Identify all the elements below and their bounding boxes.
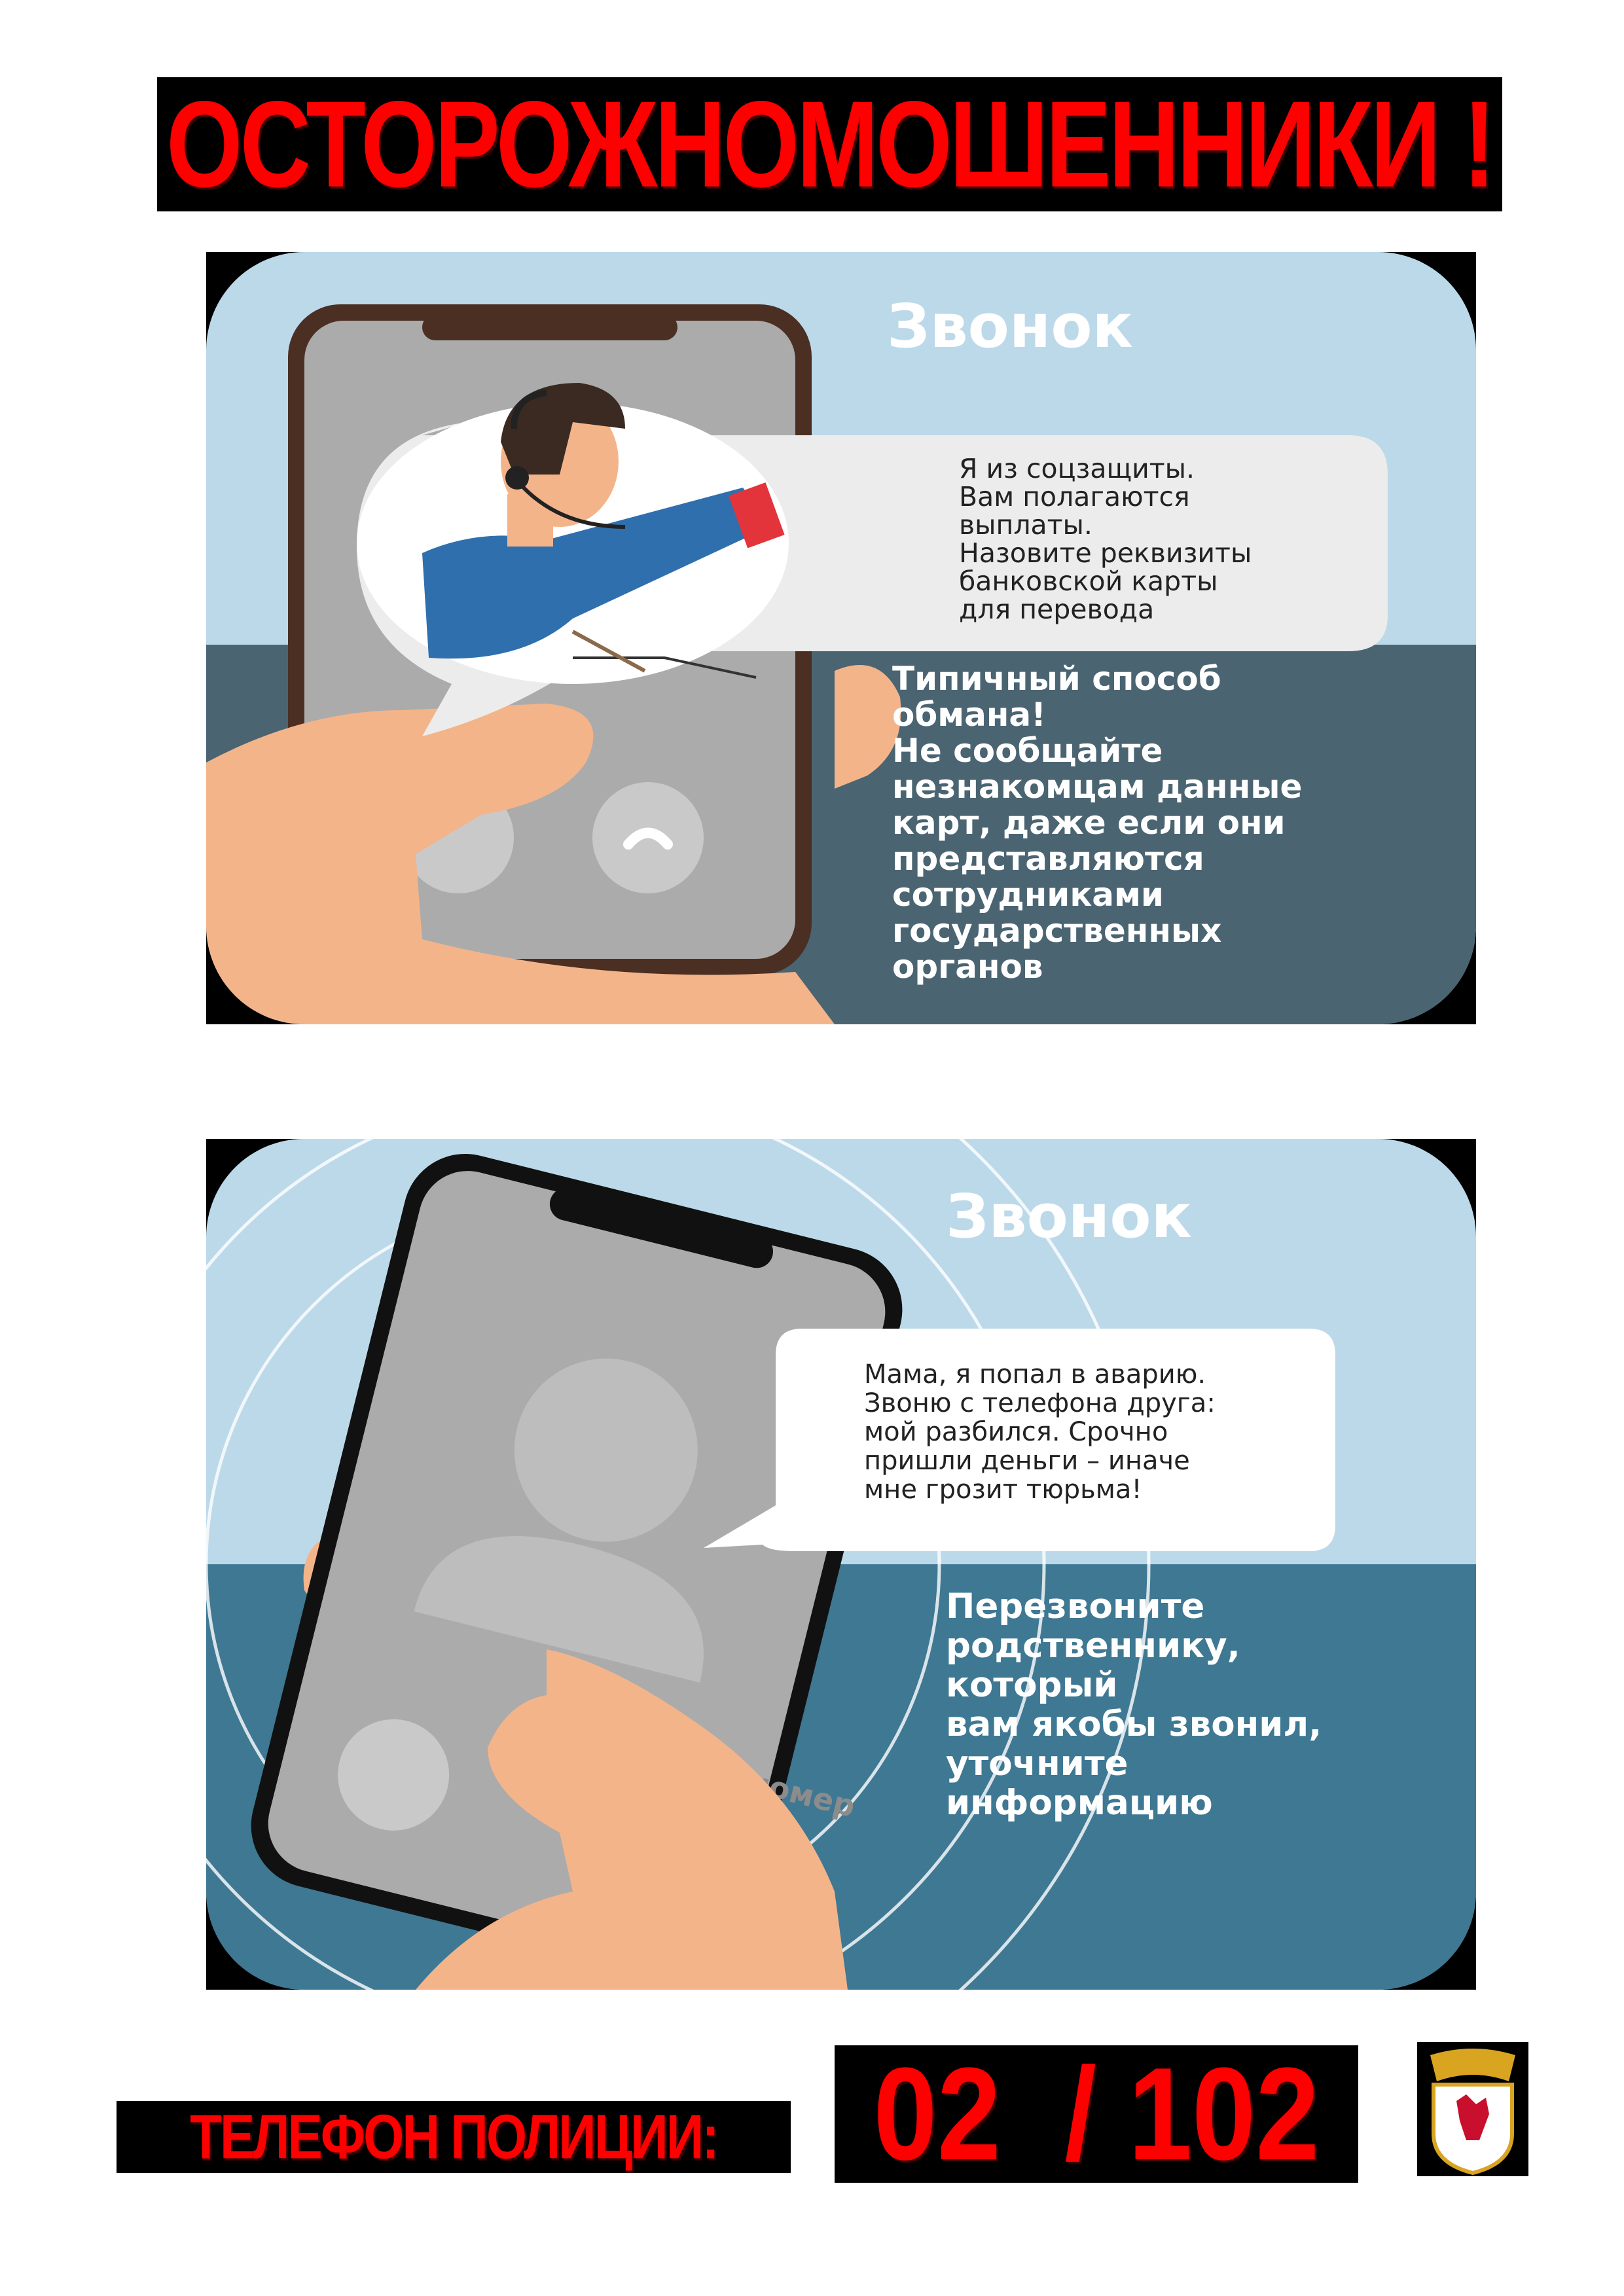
card-2-advice [946, 1587, 1322, 1823]
scam-card-relative-accident [206, 1139, 1476, 1990]
advice-line: представляются [892, 840, 1204, 878]
card-1-speech [959, 455, 1252, 624]
advice-line: сотрудниками [892, 876, 1164, 914]
speech-line: Вам полагаются [959, 481, 1190, 512]
police-phone-number[interactable]: 02 / 102 [873, 2040, 1320, 2188]
speech-line: Назовите реквизиты [959, 537, 1252, 569]
speech-line: мне грозит тюрьма! [864, 1475, 1142, 1505]
advice-line: информацию [946, 1783, 1213, 1823]
speech-line: Мама, я попал в аварию. [864, 1359, 1206, 1390]
caller-label: номер [745, 1763, 859, 1825]
advice-line: обмана! [892, 696, 1046, 734]
advice-line: Типичный способ [892, 660, 1221, 698]
speech-line: мой разбился. Срочно [864, 1417, 1168, 1447]
advice-line: органов [892, 948, 1043, 986]
warning-banner [157, 77, 1502, 211]
advice-line: карт, даже если они [892, 804, 1286, 842]
speech-line: для перевода [959, 594, 1155, 625]
advice-line: вам якобы звонил, [946, 1704, 1322, 1744]
speech-line: пришли деньги – иначе [864, 1446, 1190, 1476]
speech-line: Звоню с телефона друга: [864, 1388, 1216, 1418]
police-phone-label: ТЕЛЕФОН ПОЛИЦИИ: [190, 2102, 717, 2172]
card-1-advice [892, 661, 1302, 985]
speech-line: банковской карты [959, 565, 1218, 597]
advice-line: Перезвоните [946, 1587, 1205, 1626]
phone-notch [422, 314, 677, 340]
advice-line: который [946, 1665, 1118, 1705]
advice-line: незнакомцам данные [892, 768, 1303, 806]
warning-title: ОСТОРОЖНОМОШЕННИКИ ! [166, 75, 1494, 213]
speech-line: Я из соцзащиты. [959, 453, 1195, 484]
card-2-illustration [206, 1139, 1476, 1990]
police-emblem-icon [1417, 2042, 1528, 2176]
speech-line: выплаты. [959, 509, 1092, 541]
card-2-title: Звонок [946, 1181, 1192, 1251]
advice-line: родственнику, [946, 1626, 1240, 1666]
scam-card-social-protection [206, 252, 1476, 1024]
advice-line: Не сообщайте [892, 732, 1163, 770]
advice-line: уточните [946, 1744, 1128, 1784]
advice-line: государственных [892, 912, 1222, 950]
police-phone-number-box [835, 2040, 1358, 2188]
card-1-title: Звонок [887, 291, 1133, 361]
police-phone-label-box [117, 2101, 791, 2173]
card-2-speech [864, 1360, 1216, 1504]
